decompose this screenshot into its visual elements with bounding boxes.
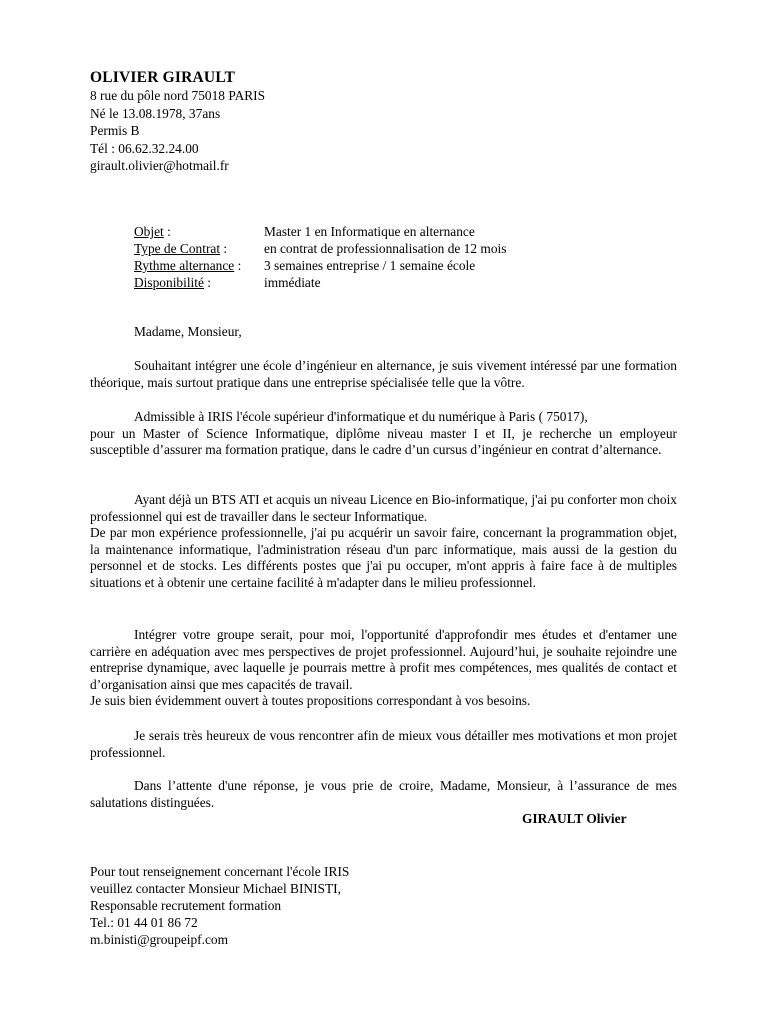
subject-row-type-contrat xyxy=(134,241,694,258)
subject-row-objet xyxy=(134,224,694,241)
paragraph-experience xyxy=(90,492,677,591)
sender-email: girault.olivier@hotmail.fr xyxy=(90,158,229,173)
subject-value-type-contrat: en contrat de professionnalisation de 12 mois xyxy=(264,241,507,256)
subject-label-objet: Objet xyxy=(134,224,164,239)
contact-line-3: Responsable recrutement formation xyxy=(90,898,282,913)
signature: GIRAULT Olivier xyxy=(522,811,627,826)
sender-block xyxy=(90,69,690,175)
paragraph-closing-text: Dans l’attente d'une réponse, je vous prie de croire, Madame, Monsieur, à l’assurance de mes salutations distinguées. xyxy=(90,778,677,810)
subject-row-rythme xyxy=(134,258,694,275)
subject-sep: : xyxy=(234,258,242,273)
contact-line-2: veuillez contacter Monsieur Michael BINISTI, xyxy=(90,881,341,896)
sender-license: Permis B xyxy=(90,123,140,138)
contact-email: m.binisti@groupeipf.com xyxy=(90,932,229,947)
paragraph-experience-part1: Ayant déjà un BTS ATI et acquis un niveau Licence en Bio-informatique, j'ai pu conforter mon choix professionnel qui est de travailler dans le secteur Informatique. xyxy=(90,492,677,524)
paragraph-admission-rest: pour un Master of Science Informatique, diplôme niveau master I et II, je recherche un employeur susceptible d’assurer ma formation pratique, dans le cadre d’un cursus d’ingénieur en contrat d’alternance. xyxy=(90,425,677,457)
salutation: Madame, Monsieur, xyxy=(134,324,242,339)
subject-sep: : xyxy=(220,241,228,256)
subject-sep: : xyxy=(203,275,212,290)
paragraph-motivation-part2: Je suis bien évidemment ouvert à toutes propositions correspondant à vos besoins. xyxy=(90,693,531,708)
subject-row-disponibilite xyxy=(134,275,694,292)
subject-label-rythme: Rythme alternance xyxy=(134,258,235,273)
subject-block xyxy=(134,224,694,292)
paragraph-motivation xyxy=(90,627,677,710)
subject-value-rythme: 3 semaines entreprise / 1 semaine école xyxy=(264,258,476,273)
contact-block xyxy=(90,863,690,948)
sender-birth: Né le 13.08.1978, 37ans xyxy=(90,105,221,121)
paragraph-intro xyxy=(90,358,677,391)
subject-value-disponibilite: immédiate xyxy=(264,275,321,290)
contact-line-1: Pour tout renseignement concernant l'école IRIS xyxy=(90,864,350,879)
paragraph-meeting xyxy=(90,728,677,761)
paragraph-meeting-text: Je serais très heureux de vous rencontrer afin de mieux vous détailler mes motivations et mon projet professionnel. xyxy=(90,728,677,760)
paragraph-experience-part2: De par mon expérience professionnelle, j'ai pu acquérir un savoir faire, concernant la programmation objet, la maintenance informatique, l'administration réseau d'un parc informatique, mais aussi de la gestion du personnel et de stocks. Les différents postes que j'ai pu occuper, m'ont appris à faire face à de multiples situations et à obtenir une certaine facilité à m'adapter dans le milieu professionnel. xyxy=(90,525,677,590)
paragraph-motivation-part1: Intégrer votre groupe serait, pour moi, l'opportunité d'approfondir mes études et d'entamer une carrière en adéquation avec mes perspectives de projet professionnel. Aujourd’hui, je souhaite rejoindre une entreprise dynamique, avec laquelle je pourrais mettre à profit mes compétences, mes qualités de contact et d’organisation ainsi que mes capacités de travail. xyxy=(90,627,677,692)
paragraph-closing xyxy=(90,778,677,811)
subject-sep: : xyxy=(163,224,171,239)
subject-label-disponibilite: Disponibilité xyxy=(134,275,204,290)
subject-value-objet: Master 1 en Informatique en alternance xyxy=(264,224,475,239)
sender-address: 8 rue du pôle nord 75018 PARIS xyxy=(90,88,266,103)
paragraph-intro-text: Souhaitant intégrer une école d’ingénieur en alternance, je suis vivement intéressé par une formation théorique, mais surtout pratique dans une entreprise spécialisée telle que la vôtre. xyxy=(90,358,677,390)
sender-name: OLIVIER GIRAULT xyxy=(90,69,235,86)
sender-phone: Tél : 06.62.32.24.00 xyxy=(90,140,199,156)
paragraph-admission-line1: Admissible à IRIS l'école supérieur d'informatique et du numérique à Paris ( 75017), xyxy=(134,409,588,424)
contact-phone: Tel.: 01 44 01 86 72 xyxy=(90,915,198,930)
subject-label-type-contrat: Type de Contrat xyxy=(134,241,221,256)
paragraph-admission xyxy=(90,409,677,459)
